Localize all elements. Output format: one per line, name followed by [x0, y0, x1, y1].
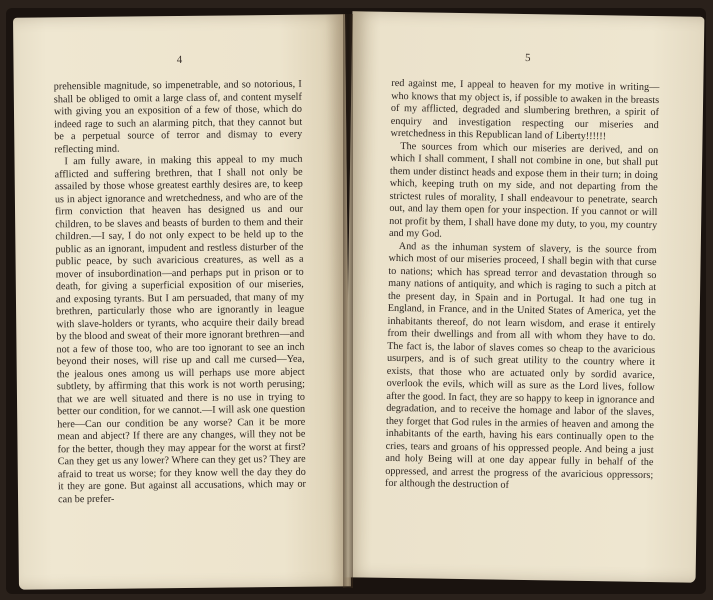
- right-paragraph-2: The sources from which our miseries are derived, and on which I shall comment, I shall not combine in one, but shall put them under distinct heads and expose them in their turn; in doing which, keeping truth on my side, and not departing from the strictest rules of morality, I shall endeavour to penetrate, search out, and lay them open for your inspection. If you cannot or will not profit by them, I shall have done my duty, to you, my country and my God.: [388, 140, 659, 240]
- right-paragraph-1: red against me, I appeal to heaven for my motive in writing—who knows that my object is, if possible to awaken in the breasts of my afflicted, degraded and slumbering brethren, a spirit of enquiry and investigation respecting our miseries and wretchedness in this Republican land of Liberty!!!!!!: [390, 77, 660, 143]
- left-page-number: 4: [176, 53, 183, 67]
- book-gutter: [343, 14, 353, 588]
- left-paragraph-1: prehensible magnitude, so impenetrable, and so notorious, I shall be obliged to omit a large class of, and content myself with giving you an exposition of a few of those, which do indeed rage to such an alarming pitch, that they cannot but be a perpetual source of terror and dismay to every reflecting mind.: [53, 78, 303, 155]
- right-paragraph-3: And as the inhuman system of slavery, is the source from which most of our miseries proceed, I shall begin with that curse to nations; which has spread terror and devastation through so many nations of antiquity, and which is raging to such a pitch at the present day, in Spain and in Portugal. It had one tug in England, in France, and in the United States of America, yet the inhabitants thereof, do not learn wisdom, and erase it entirely from their dwellings and from all with whom they have to do. The fact is, the labor of slaves comes so cheap to the avaricious usurpers, and is of such great utility to the country where it exists, that those who are actuated only by sordid avarice, overlook the evils, which will as sure as the Lord lives, follow after the good. In fact, they are so happy to keep in ignorance and degradation, and to receive the homage and labor of the slaves, they forget that God rules in the armies of heaven and among the inhabitants of the earth, having his ears continually open to the cries, tears and groans of his oppressed people. And being a just and holy Being will at one day appear fully in behalf of the oppressed, and arrest the progress of the avaricious oppressors; for although the destruction of: [384, 240, 657, 491]
- left-page-text: [54, 79, 306, 507]
- right-page: [344, 11, 705, 582]
- left-page: [13, 14, 351, 589]
- right-page-number: 5: [524, 51, 531, 65]
- right-page-text: [385, 78, 659, 495]
- left-paragraph-2: I am fully aware, in making this appeal to my much afflicted and suffering brethren, that I shall not only be assailed by those whose greatest earthly desires are, to keep us in abject ignorance and wretchedness, and who are of the firm conviction that heaven has designed us and our children, to be slaves and beasts of burden to them and their children.—I say, I do not only expect to be held up to the public as an ignorant, impudent and restless disturber of the public peace, by such avaricious creatures, as well as a mover of insubordination—and perhaps put in prison or to death, for giving a superficial exposition of our miseries, and exposing tyrants. But I am persuaded, that many of my brethren, particularly those who are ignorantly in league with slave-holders or tyrants, who acquire their daily bread by the blood and sweat of their more ignorant brethren—and not a few of those too, who are too ignorant to see an inch beyond their noses, will rise up and call me cursed—Yea, the jealous ones among us will perhaps use more abject subtlety, by affirming that this work is not worth perusing; that we are well situated and there is no use in trying to better our condition, for we cannot.—I will ask one question here—Can our condition be any worse? Can it be more mean and abject? If there are any changes, will they not be for the better, though they may appear for the worst at first? Can they get us any lower? Where can they get us? They are afraid to treat us worse; for they know well the day they do it they are gone. But against all accusations, which may or can be prefer-: [54, 153, 306, 505]
